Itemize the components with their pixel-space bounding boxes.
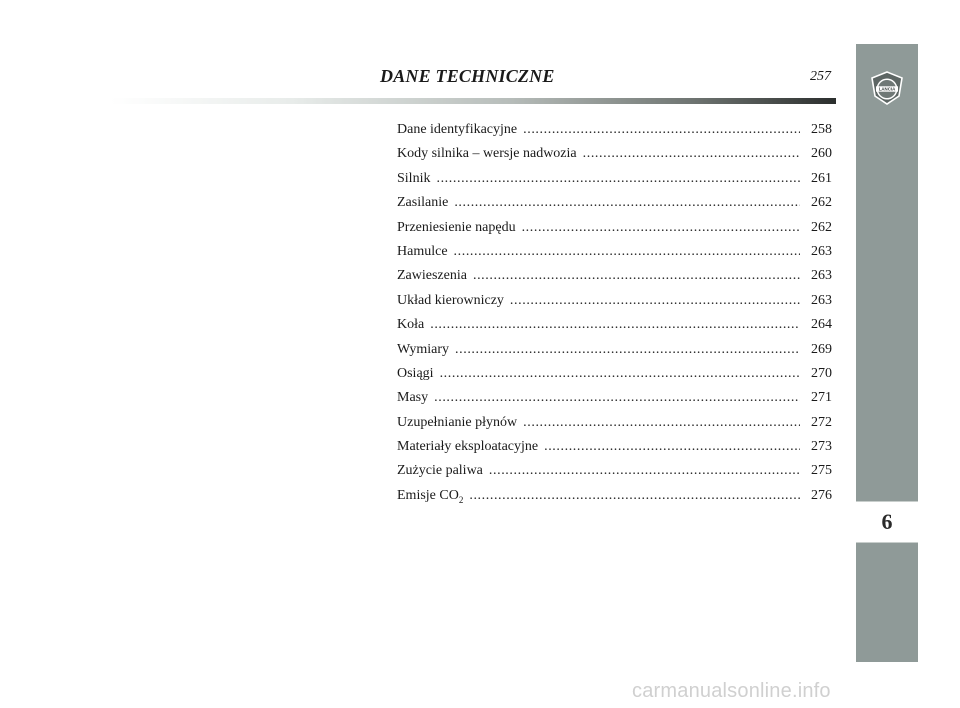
toc-entry-subscript: 2 [458,494,464,505]
toc-entry-page: 273 [811,439,832,455]
toc-dot-leader [489,463,800,479]
toc-entry-title: Zawieszenia [397,268,467,284]
toc-entry-page: 276 [811,487,832,503]
chapter-sidebar [856,44,918,662]
toc-entry-title: Materiały eksploatacyjne [397,439,539,455]
toc-dot-leader [473,268,800,284]
chapter-number-tab[interactable] [856,501,918,543]
toc-entry-page: 263 [811,292,832,308]
toc-entry-page: 262 [811,219,832,235]
toc-entry-page: 272 [811,414,832,430]
toc-entry[interactable] [397,415,832,439]
toc-entry[interactable] [397,122,832,146]
toc-entry-title: Układ kierowniczy [397,292,504,308]
toc-dot-leader [544,439,800,455]
toc-entry-title: Uzupełnianie płynów [397,414,518,430]
toc-entry[interactable] [397,293,832,317]
toc-dot-leader [455,342,800,358]
toc-entry[interactable] [397,146,832,170]
toc-entry[interactable] [397,488,832,512]
toc-entry-page: 258 [811,122,832,137]
toc-entry-title: Osiągi [397,365,434,381]
toc-entry-title: Emisje $CO_2$ [397,487,464,505]
toc-dot-leader [510,293,800,309]
toc-dot-leader [454,244,800,260]
table-of-contents [397,122,832,512]
chapter-number: 6 [881,509,893,534]
toc-entry-title: Zasilanie [397,195,449,211]
toc-entry-title: Przeniesienie napędu [397,219,516,235]
lancia-logo-icon [869,70,905,106]
toc-entry-page: 263 [811,243,832,259]
toc-entry-title: Kody silnika – wersje nadwozia [397,146,577,162]
page-title: DANE TECHNICZNE [380,66,555,86]
toc-entry[interactable] [397,390,832,414]
page-number: 257 [810,69,831,84]
watermark: carmanualsonline.info [632,680,831,702]
toc-entry-page: 275 [811,463,832,479]
toc-entry[interactable] [397,439,832,463]
toc-entry-title: Silnik [397,170,431,186]
toc-dot-leader [434,390,800,406]
toc-dot-leader [523,415,800,431]
toc-dot-leader [469,488,800,504]
toc-entry-page: 271 [811,390,832,406]
toc-entry[interactable] [397,220,832,244]
toc-entry[interactable] [397,268,832,292]
toc-entry-page: 263 [811,268,832,284]
toc-entry-page: 269 [811,341,832,357]
toc-entry-page: 260 [811,146,832,162]
toc-dot-leader [454,195,800,211]
toc-entry[interactable] [397,244,832,268]
toc-dot-leader [430,317,800,333]
toc-entry-title: Dane identyfikacyjne [397,122,518,137]
toc-entry-page: 262 [811,195,832,211]
toc-entry[interactable] [397,195,832,219]
toc-entry-title: Zużycie paliwa [397,463,483,479]
toc-entry-page: 264 [811,317,832,333]
toc-dot-leader [436,171,800,187]
toc-entry-title: Wymiary [397,341,450,357]
toc-dot-leader [583,146,800,162]
toc-entry[interactable] [397,317,832,341]
toc-dot-leader [440,366,800,382]
logo-text: LANCIA [878,86,896,92]
toc-entry-title: Masy [397,390,429,406]
toc-entry[interactable] [397,342,832,366]
toc-entry-title: Koła [397,317,425,333]
toc-entry[interactable] [397,171,832,195]
toc-dot-leader [523,122,800,138]
header-rule [110,98,836,104]
toc-dot-leader [522,220,800,236]
toc-entry-page: 270 [811,365,832,381]
toc-entry-title: Hamulce [397,243,448,259]
toc-entry-page: 261 [811,170,832,186]
toc-entry[interactable] [397,366,832,390]
toc-entry[interactable] [397,463,832,487]
